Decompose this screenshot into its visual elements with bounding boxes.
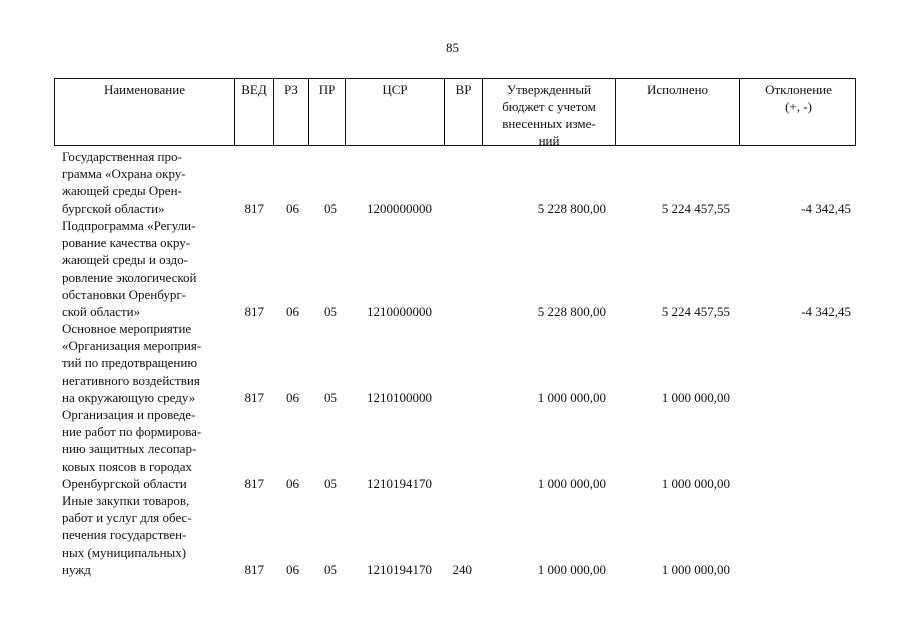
header-line: РЗ [284, 82, 298, 97]
cell-rz: 06 [286, 304, 299, 319]
cell-csr: 1200000000 [367, 200, 432, 216]
row-name-line: Подпрограмма «Регули- [62, 218, 196, 233]
cell-deviation: -4 342,45 [801, 200, 851, 216]
page-number: 85 [446, 40, 459, 55]
cell-pr: 05 [324, 475, 337, 491]
cell-csr: 1210000000 [367, 304, 432, 319]
cell-approved: 1 000 000,00 [537, 475, 606, 491]
cell-ved: 817 [244, 389, 264, 405]
row-name-line: нужд [62, 561, 91, 577]
cell-pr: 05 [324, 304, 337, 319]
row-name-line: Организация и проведе- [62, 407, 196, 422]
cell-executed: 1 000 000,00 [661, 389, 730, 405]
cell-pr: 05 [324, 200, 337, 216]
cell-executed: 5 224 457,55 [661, 304, 730, 319]
row-name-line: жающей среды Орен- [62, 183, 182, 199]
cell-pr: 05 [324, 389, 337, 405]
cell-csr: 1210194170 [367, 475, 432, 491]
cell-rz: 06 [286, 389, 299, 405]
cell-csr: 1210100000 [367, 389, 432, 405]
cell-ved: 817 [244, 304, 264, 319]
row-name-line: ние работ по формирова- [62, 424, 202, 440]
cell-vr: 240 [452, 561, 472, 577]
header-line: Отклонение [765, 82, 832, 97]
row-name-line: «Организация мероприя- [62, 338, 202, 354]
cell-deviation: -4 342,45 [801, 304, 851, 319]
row-name-line: рование качества окру- [62, 235, 191, 251]
header-line: внесенных изме- [502, 116, 596, 131]
cell-approved: 5 228 800,00 [537, 304, 606, 319]
row-name-line: на окружающую среду» [62, 389, 196, 405]
row-name-line: тий по предотвращению [62, 355, 198, 371]
row-name-line: негативного воздействия [62, 372, 200, 388]
row-name-line: работ и услуг для обес- [62, 510, 192, 526]
header-line: Утвержденный [506, 82, 592, 97]
header-line: ВР [455, 82, 472, 97]
row-name-line: ных (муниципальных) [62, 544, 187, 560]
row-name-line: обстановки Оренбург- [62, 286, 187, 302]
header-line: ПР [318, 82, 336, 97]
cell-rz: 06 [286, 561, 299, 577]
row-name-line: Иные закупки товаров, [62, 493, 190, 508]
cell-approved: 1 000 000,00 [537, 389, 606, 405]
row-name-line: жающей среды и оздо- [62, 252, 188, 268]
row-name-line: Основное мероприятие [62, 321, 192, 336]
header-line: Исполнено [646, 82, 709, 97]
row-name-line: ской области» [62, 304, 141, 320]
cell-executed: 1 000 000,00 [661, 561, 730, 577]
row-name-line: Государственная про- [62, 149, 182, 164]
cell-rz: 06 [286, 200, 299, 216]
header-line: (+, -) [785, 99, 812, 114]
cell-executed: 5 224 457,55 [661, 200, 730, 216]
cell-pr: 05 [324, 561, 337, 577]
cell-ved: 817 [244, 475, 264, 491]
header-line: Наименование [104, 82, 185, 97]
header-line: ний [538, 133, 560, 148]
header-line: бюджет с учетом [502, 99, 596, 114]
cell-approved: 1 000 000,00 [537, 561, 606, 577]
row-name-line: ковых поясов в городах [62, 458, 193, 474]
cell-rz: 06 [286, 475, 299, 491]
row-name-line: бургской области» [62, 200, 165, 216]
cell-ved: 817 [244, 200, 264, 216]
row-name-line: грамма «Охрана окру- [62, 166, 186, 182]
row-name-line: печения государствен- [62, 527, 187, 543]
cell-csr: 1210194170 [367, 561, 432, 577]
row-name-line: нию защитных лесопар- [62, 441, 197, 457]
header-line: ВЕД [241, 82, 267, 97]
header-line: ЦСР [382, 82, 408, 97]
cell-executed: 1 000 000,00 [661, 475, 730, 491]
cell-ved: 817 [244, 561, 264, 577]
row-name-line: Оренбургской области [62, 475, 187, 491]
row-name-line: ровление экологической [62, 269, 197, 285]
cell-approved: 5 228 800,00 [537, 200, 606, 216]
